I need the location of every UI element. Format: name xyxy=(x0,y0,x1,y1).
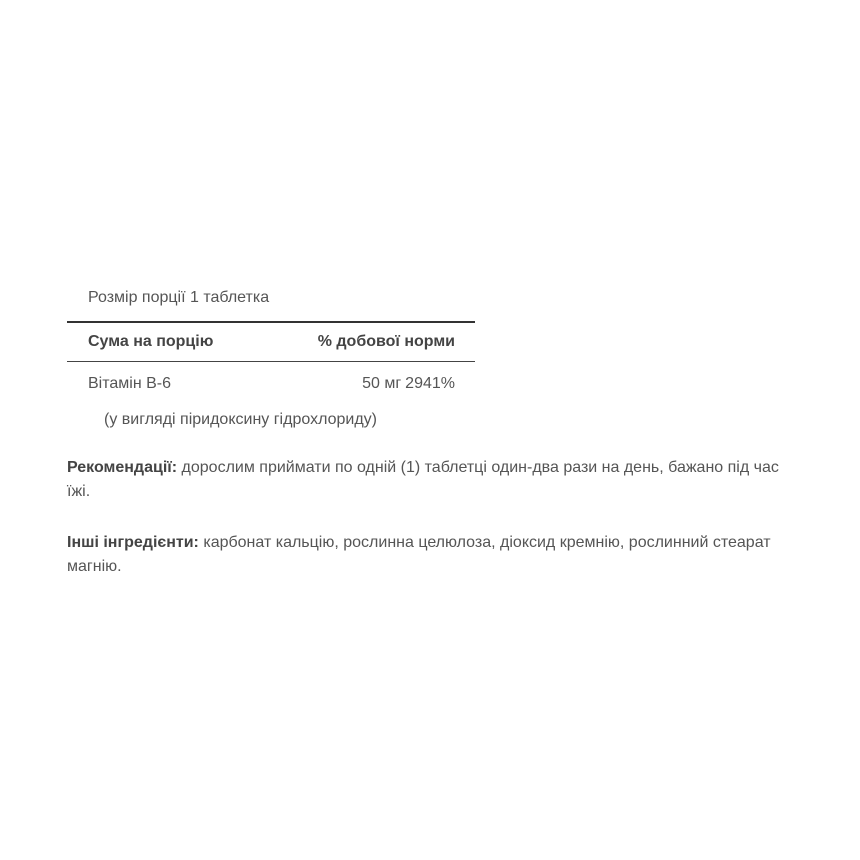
daily-value-header: % добової норми xyxy=(317,333,455,350)
nutrient-daily-value: 2941% xyxy=(405,375,455,392)
nutrient-amount: 50 мг xyxy=(362,375,402,392)
supplement-facts-table xyxy=(67,283,475,437)
nutrient-form-note: (у вигляді піридоксину гідрохлориду) xyxy=(104,411,377,428)
recommendations-paragraph xyxy=(67,456,787,504)
nutrient-row xyxy=(67,365,475,403)
nutrient-name: Вітамін B-6 xyxy=(88,375,172,392)
other-ingredients-label: Інші інгредієнти: xyxy=(67,534,199,551)
other-ingredients-paragraph xyxy=(67,531,787,579)
recommendations-label: Рекомендації: xyxy=(67,459,178,476)
table-header-row xyxy=(67,323,475,361)
other-ingredients-text: карбонат кальцію, рослинна целюлоза, діоксид кремнію, рослинний стеарат магнію. xyxy=(67,534,771,575)
recommendations-text: дорослим приймати по одній (1) таблетці один-два рази на день, бажано під час їжі. xyxy=(67,459,779,500)
nutrient-amount-group xyxy=(362,375,455,393)
amount-per-serving-header: Сума на порцію xyxy=(88,333,214,350)
table-header-divider xyxy=(67,361,475,362)
serving-size: Розмір порції 1 таблетка xyxy=(88,289,270,306)
